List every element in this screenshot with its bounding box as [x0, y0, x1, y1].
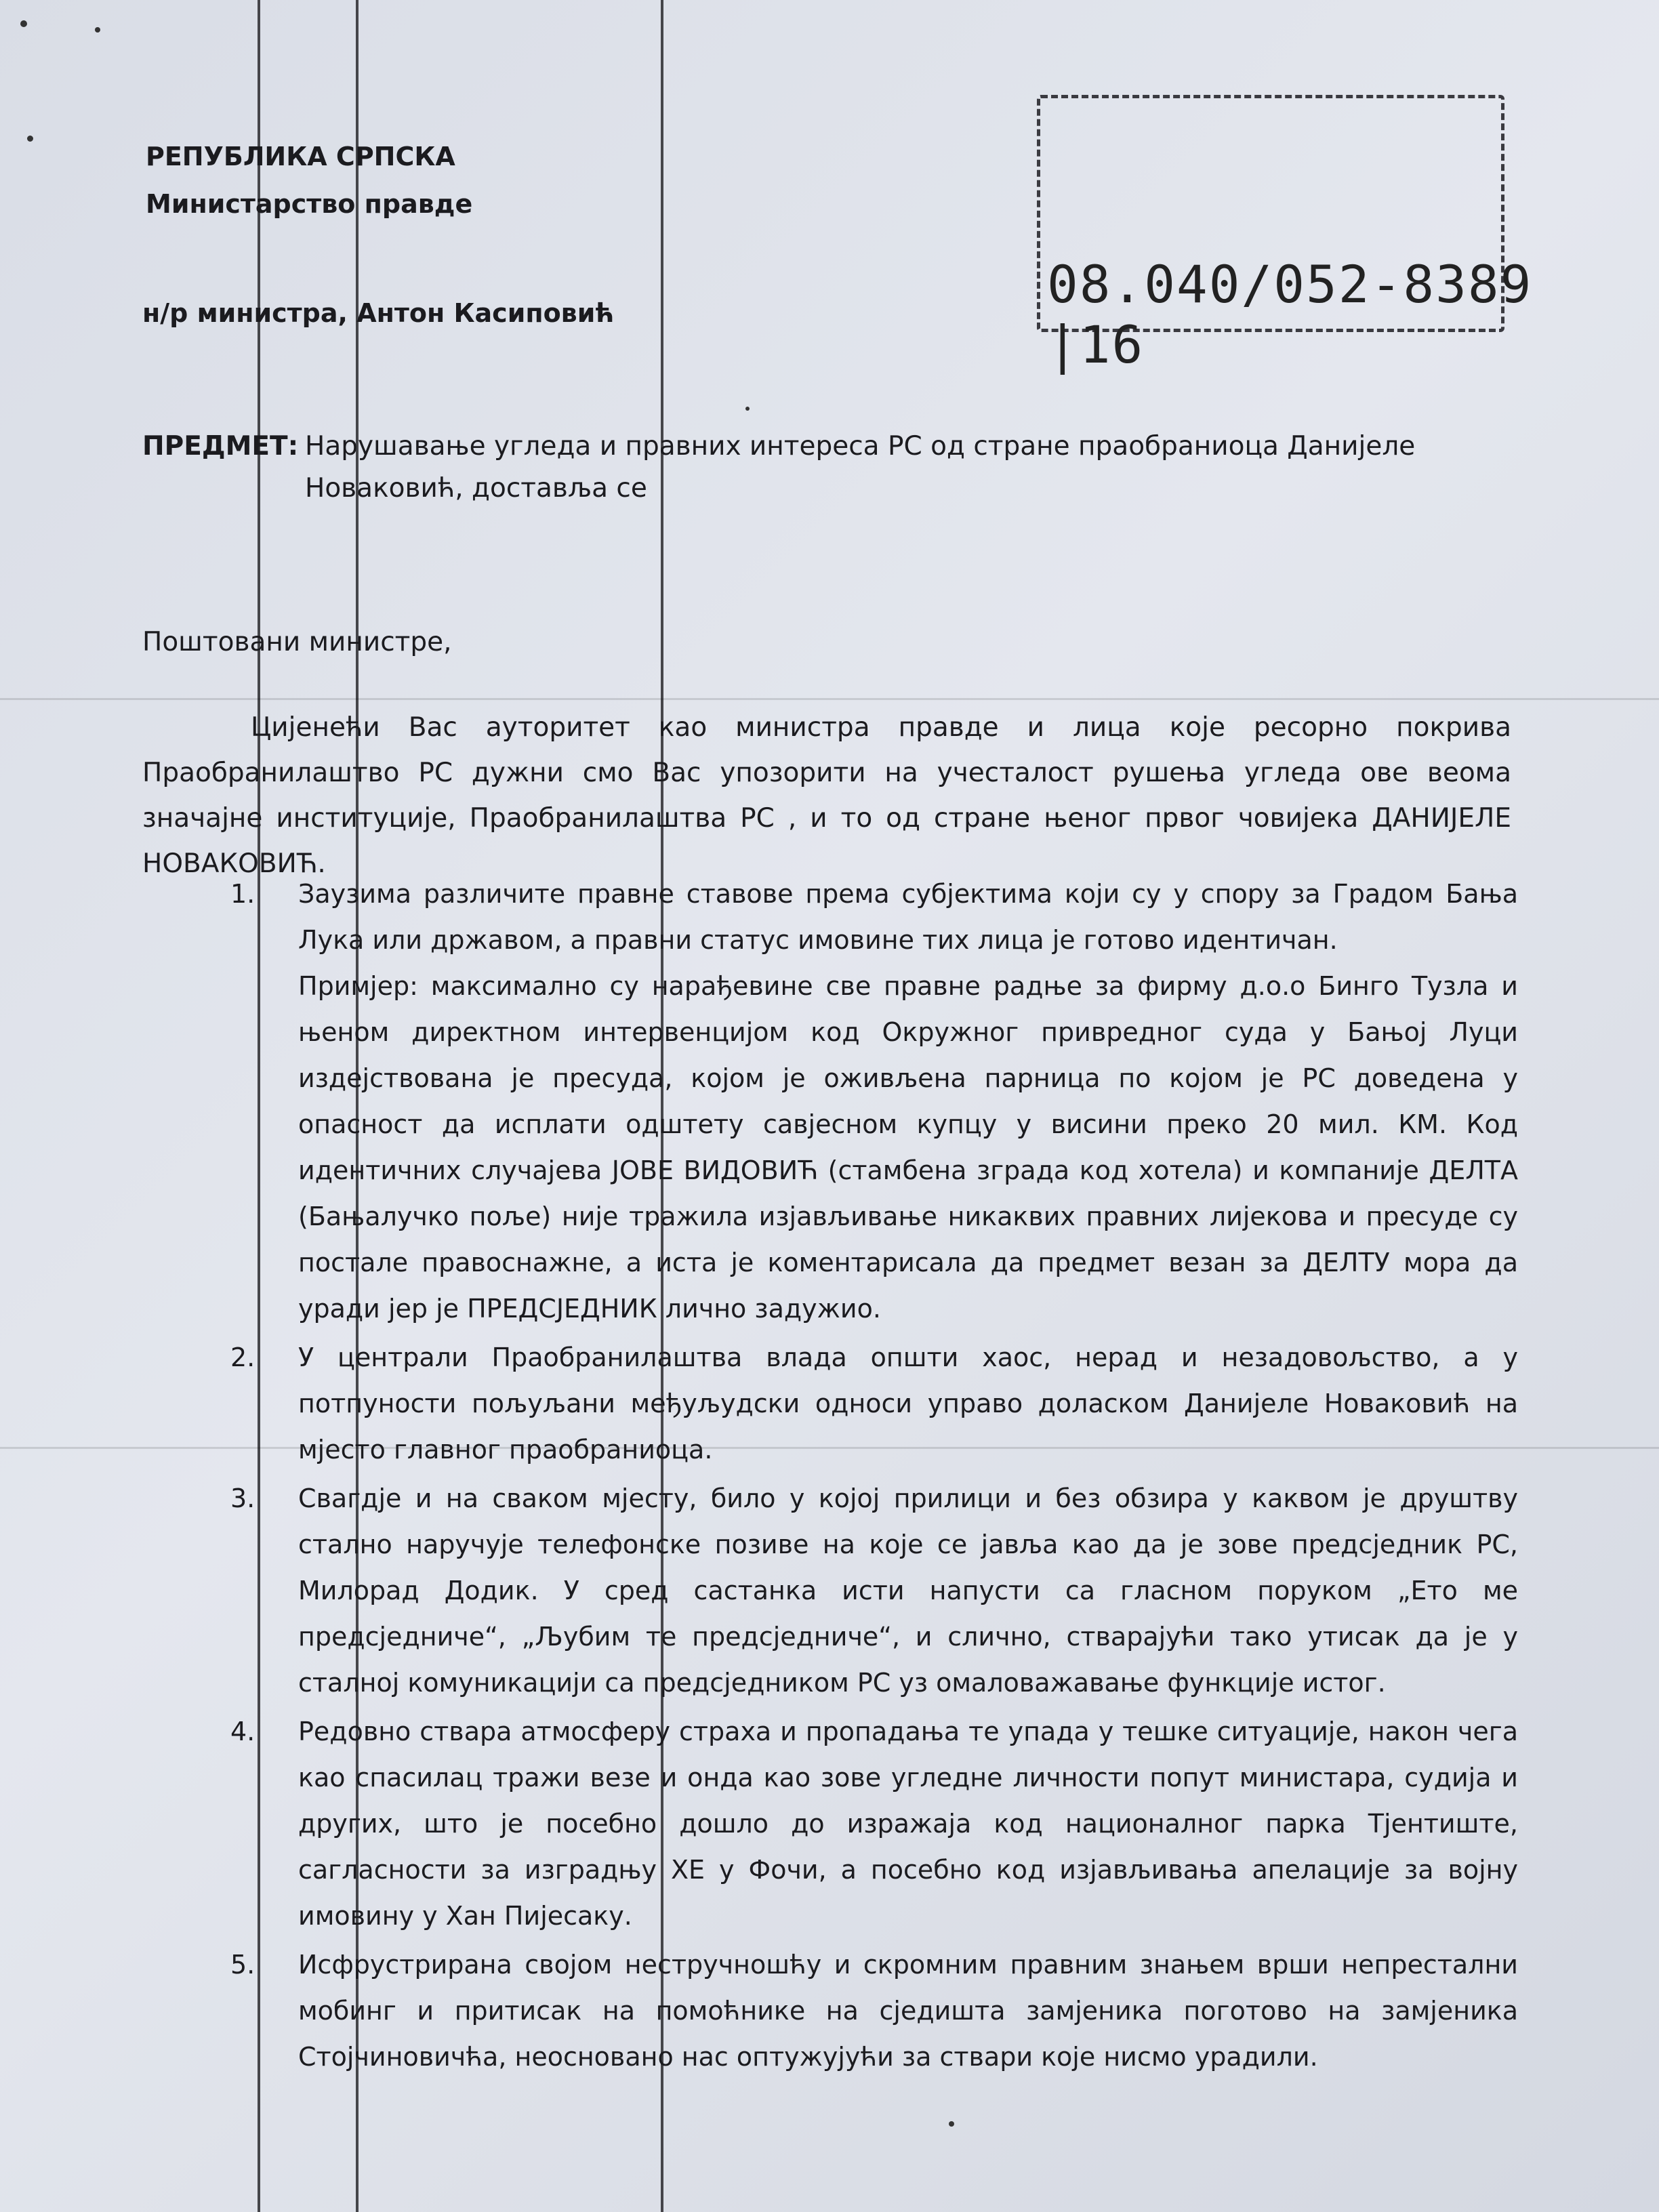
republic-name: РЕПУБЛИКА СРПСКА: [146, 142, 455, 171]
item-text: У централи Праобранилаштва влада општи хаос, нерад и незадовољство, а у потпуности пољуљани међуљудски односи управо доласком Данијеле Новаковић на мјесто главног праобраниоца.: [298, 1343, 1518, 1465]
item-text: Свагдје и на сваком мјесту, било у којој прилици и без обзира у каквом је друштву стално наручује телефонске позиве на које се јавља као да је зове предсједник РС, Милорад Додик. У сред састанка исти напусти са гласном поруком „Ето ме предсједниче“, „Љубим те предсједниче“, и слично, стварајући тако утисак да је у сталној комуникацији са предсједником РС уз омаловажавање функције истог.: [298, 1483, 1518, 1698]
letter-header: [146, 133, 472, 228]
speck: [949, 2121, 954, 2127]
item-text: Заузима различите правне ставове према субјектима који су у спору за Градом Бања Лука или државом, а правни статус имовине тих лица је готово идентичан.: [298, 879, 1518, 955]
item-text: Исфрустрирана својом нестручношћу и скромним правним знањем врши непрестални мобинг и притисак на помоћнике на сједишта замјеника поготово на замјеника Стојчиновичћа, неосновано нас оптужујући за ствари које нисмо урадили.: [298, 1950, 1518, 2072]
subject-line-1: Нарушавање угледа и правних интереса РС од стране праобраниоца Данијеле: [305, 431, 1416, 462]
item-number: 1.: [230, 879, 255, 909]
item-number: 2.: [230, 1343, 255, 1372]
item-number: 3.: [230, 1483, 255, 1513]
ministry-name: Министарство правде: [146, 189, 473, 219]
intro-paragraph: Цијенећи Вас ауторитет као министра правде и лица које ресорно покрива Праобранилаштво РС дужни смо Вас упозорити на учесталост рушења угледа ове веома значајне институције, Праобранилаштва РС , и то од стране њеног првог човијека ДАНИЈЕЛЕ НОВАКОВИЋ.: [142, 712, 1511, 879]
item-example: Примјер: максимално су нарађевине све правне радње за фирму д.о.о Бинго Тузла и њеном директном интервенцијом код Окружног привредног суда у Бањој Луци издејствована је пресуда, којом је оживљена парница по којом је РС доведена у опасност да исплати одштету савјесном купцу у висини преко 20 мил. КМ. Код идентичних случајева ЈОВЕ ВИДОВИЋ (стамбена зграда код хотела) и компаније ДЕЛТА (Бањалучко поље) није тражила изјављивање никаквих правних лијекова и пресуде су постале правоснажне, а иста је коментарисала да предмет везан за ДЕЛТУ мора да уради јер је ПРЕДСЈЕДНИК лично задужио.: [298, 971, 1518, 1324]
list-item: [230, 871, 1518, 1332]
list-item: [230, 1475, 1518, 1706]
list-item: [230, 1708, 1518, 1939]
item-number: 4.: [230, 1717, 255, 1746]
subject-block: [142, 426, 1511, 510]
list-item: [230, 1942, 1518, 2080]
allegations-list: [230, 871, 1518, 2083]
fold-crease: [0, 698, 1659, 700]
speck: [27, 136, 33, 142]
subject-label: ПРЕДМЕТ:: [142, 431, 299, 462]
salutation: Поштовани министре,: [142, 627, 452, 657]
item-number: 5.: [230, 1950, 255, 1980]
list-item: [230, 1334, 1518, 1473]
item-text: Редовно ствара атмосферу страха и пропадања те упада у тешке ситуације, након чега као спасилац тражи везе и онда као зове угледне личности попут министара, судија и других, што је посебно дошло до изражаја код националног парка Тјентиште, сагласности за изградњу ХЕ у Фочи, а посебно код изјављивања апелације за војну имовину у Хан Пијесаку.: [298, 1717, 1518, 1931]
attention-line: н/р министра, Антон Касиповић: [142, 298, 615, 328]
speck: [95, 27, 100, 33]
stamp-number: 08.040/052-8389 |16: [1047, 254, 1533, 375]
subject-line-2: Новаковић, доставља се: [305, 473, 647, 504]
speck: [20, 20, 27, 27]
speck: [745, 407, 750, 411]
